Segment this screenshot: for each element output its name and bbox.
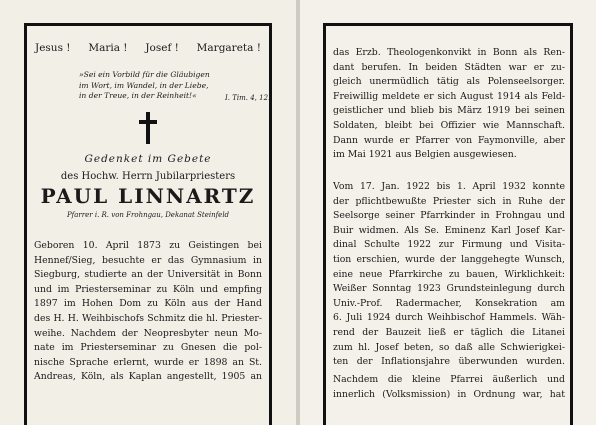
right-page xyxy=(300,0,596,425)
quote-line: in der Treue, in der Reinheit!« xyxy=(79,91,197,100)
title-line: des Hochw. Herrn Jubilarpriesters xyxy=(60,171,236,182)
biography-paragraph-1 xyxy=(333,46,565,163)
text-line: und im Priesterseminar zu Köln und empfing xyxy=(34,283,262,295)
text-line: weihe. Nachdem der Neopresbyter neun Mo- xyxy=(34,327,262,339)
text-line: Geboren 10. April 1873 zu Geistingen bei xyxy=(34,240,262,251)
text-line: Buir widmen. Als Se. Eminenz Karl Josef Kar- xyxy=(333,224,565,236)
quote-line: im Wort, im Wandel, in der Liebe, xyxy=(79,80,209,90)
text-line: dant berufen. In beiden Städten war er zu- xyxy=(333,61,565,73)
text-line: Andreas, Köln, als Kaplan angestellt, 1905 an xyxy=(34,371,262,383)
text-line: im Mai 1921 aus Belgien ausgewiesen. xyxy=(333,149,517,161)
text-line: geistlicher und blieb bis März 1919 bei seinen xyxy=(333,105,565,117)
cross-icon xyxy=(139,112,157,144)
text-line: Dann wurde er Pfarrer von Faymonville, aber xyxy=(333,134,565,146)
text-line: nate im Priesterseminar zu Gnesen die pol- xyxy=(34,342,262,354)
quote-line: »Sei ein Vorbild für die Gläubigen xyxy=(79,70,210,79)
text-line: Univ.-Prof. Radermacher, Konsekration am xyxy=(333,297,565,309)
text-line: eine neue Pfarrkirche zu bauen, Wirklichkeit: xyxy=(333,268,565,280)
name-josef: Josef ! xyxy=(145,42,179,54)
text-line: Nachdem die kleine Pfarrei äußerlich und xyxy=(333,374,565,385)
text-line: Weißer Sonntag 1923 Grundsteinlegung durch xyxy=(333,283,565,295)
pfarrer-subtitle: Pfarrer i. R. von Frohngau, Dekanat Steinfeld xyxy=(66,211,230,219)
left-page xyxy=(0,0,296,425)
biography-paragraph-2 xyxy=(333,180,565,370)
text-line: Seelsorge seiner Pfarrkinder in Frohngau und xyxy=(333,210,565,222)
biography-paragraph-3 xyxy=(333,373,565,402)
text-line: Hennef/Sieg, besuchte er das Gymnasium in xyxy=(34,254,262,266)
text-line: tion erschien, wurde der langgehegte Wunsch, xyxy=(333,253,565,265)
text-line: dinal Schulte 1922 zur Firmung und Visita- xyxy=(333,239,565,251)
text-line: das Erzb. Theologenkonvikt in Bonn als Ren- xyxy=(333,47,565,58)
text-line: Freiwillig meldete er sich August 1914 als Feld- xyxy=(333,90,565,102)
biography-start xyxy=(34,239,262,385)
quote-reference: I. Tim. 4, 12. xyxy=(225,94,271,102)
text-line: ten der Inflationsjahre überwunden wurden. xyxy=(333,356,565,368)
left-frame xyxy=(24,23,272,425)
deceased-name: PAUL LINNARTZ xyxy=(40,184,256,208)
text-line: nische Sprache erlernt, wurde er 1898 an St. xyxy=(34,356,262,368)
text-line: der pflichtbewußte Priester sich in Ruhe der xyxy=(333,195,565,207)
text-line: 1897 im Hohen Dom zu Köln aus der Hand xyxy=(34,298,262,310)
text-line: 6. Juli 1924 durch Weihbischof Hammels. Wäh- xyxy=(333,312,565,324)
name-margareta: Margareta ! xyxy=(196,42,261,54)
text-line: zum hl. Josef beten, so daß alle Schwierigkei- xyxy=(333,341,565,353)
name-maria: Maria ! xyxy=(88,42,128,54)
gedenket-heading: Gedenket im Gebete xyxy=(84,153,212,165)
name-jesus: Jesus ! xyxy=(35,42,71,54)
text-line: rend der Bauzeit ließ er täglich die Litanei xyxy=(333,326,565,338)
text-line: innerlich (Volksmission) in Ordnung war, hat xyxy=(333,388,565,400)
text-line: Siegburg, studierte an der Universität in Bonn xyxy=(34,269,262,281)
holy-names xyxy=(27,42,269,54)
right-frame xyxy=(323,23,573,425)
text-line: Soldaten, bleibt bei Offizier wie Mannschaft. xyxy=(333,119,565,131)
text-line: des H. H. Weihbischofs Schmitz die hl. Priester- xyxy=(34,312,262,324)
text-line: gleich unermüdlich tätig als Polenseelsorger. xyxy=(333,76,565,88)
text-line: Vom 17. Jan. 1922 bis 1. April 1932 konnte xyxy=(333,181,565,192)
